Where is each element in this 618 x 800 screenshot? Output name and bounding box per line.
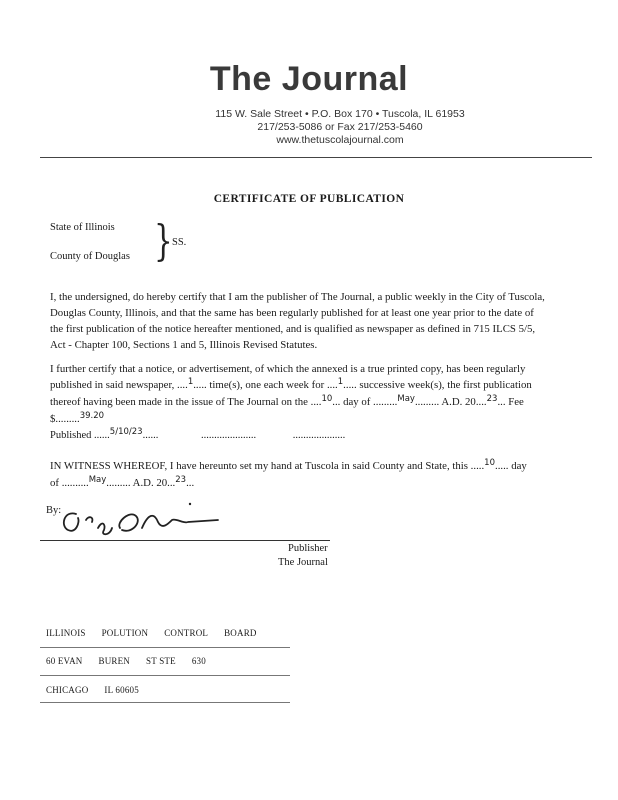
mailing-line-2: 60 EVAN BUREN ST STE 630 bbox=[46, 656, 206, 666]
ss-label: SS. bbox=[172, 237, 187, 248]
paragraph-line: thereof having been made in the issue of The Journal on the ....$^{10}$... day of .........$^{May}$......... A.D. 20....$^{23}$... Fee bbox=[50, 394, 524, 408]
paragraph-line: Act - Chapter 100, Sections 1 and 5, Illinois Revised Statutes. bbox=[50, 339, 318, 351]
mailing-line-1: ILLINOIS POLUTION CONTROL BOARD bbox=[46, 628, 257, 638]
brace-icon: } bbox=[154, 216, 173, 265]
day-value: 10 bbox=[321, 394, 333, 404]
witness-paragraph bbox=[50, 458, 578, 492]
masthead-address: 115 W. Sale Street • P.O. Box 170 • Tuscola, IL 61953 bbox=[215, 108, 465, 120]
mailing-divider bbox=[40, 675, 290, 676]
witness-day: 10 bbox=[484, 458, 495, 468]
paragraph-line: I, the undersigned, do hereby certify that I am the publisher of The Journal, a public weekly in the City of Tuscola, bbox=[50, 291, 545, 303]
witness-year: 23 bbox=[175, 475, 187, 485]
paragraph-line: published in said newspaper, ....$^1$..... time(s), one each week for ....$^1$..... successive week(s), the first publication bbox=[50, 377, 532, 391]
published-date: 5/10/23 bbox=[109, 427, 143, 437]
witness-month: May bbox=[88, 475, 107, 485]
mailing-line-3: CHICAGO IL 60605 bbox=[46, 685, 139, 695]
fee-value: 39.20 bbox=[79, 411, 105, 421]
paragraph-line: of ..........$^{May}$......... A.D. 20...$^{23}$... bbox=[50, 475, 195, 489]
paragraph-line: IN WITNESS WHEREOF, I have hereunto set my hand at Tuscola in said County and State, this .....$^{10}$..... day bbox=[50, 458, 527, 472]
month-value: May bbox=[397, 394, 415, 404]
mailing-divider bbox=[40, 702, 290, 703]
masthead-divider bbox=[40, 157, 592, 158]
paragraph-line: Douglas County, Illinois, and that the same has been regularly published for at least one year prior to the date of bbox=[50, 307, 534, 319]
mailing-divider bbox=[40, 647, 290, 648]
certification-paragraph bbox=[50, 289, 578, 353]
weeks-value: 1 bbox=[337, 377, 344, 387]
signer-org: The Journal bbox=[278, 557, 328, 568]
certificate-title: CERTIFICATE OF PUBLICATION bbox=[213, 193, 405, 205]
by-label: By: bbox=[46, 505, 62, 516]
year-value: 23 bbox=[486, 394, 498, 404]
times-value: 1 bbox=[187, 377, 194, 387]
state-label: State of Illinois bbox=[50, 222, 115, 233]
masthead-phone: 217/253-5086 or Fax 217/253-5460 bbox=[257, 121, 423, 133]
published-line: Published ......$^{5/10/23}$...... ..................... .................... bbox=[50, 427, 346, 441]
masthead-website: www.thetuscolajournal.com bbox=[276, 134, 404, 146]
signature-image bbox=[58, 498, 228, 540]
masthead-title: The Journal bbox=[209, 60, 409, 98]
notice-paragraph bbox=[50, 361, 578, 428]
signer-title: Publisher bbox=[288, 543, 328, 554]
paragraph-line: the first publication of the notice hereafter mentioned, and is qualified as newspaper as defined in 715 ILCS 5/5, bbox=[50, 323, 536, 335]
paragraph-line: I further certify that a notice, or advertisement, of which the annexed is a true printed copy, has been regularly bbox=[50, 363, 526, 375]
county-label: County of Douglas bbox=[50, 251, 130, 262]
paragraph-line: $.........$^{39.20}$ bbox=[50, 411, 105, 425]
signature-line bbox=[40, 540, 330, 541]
